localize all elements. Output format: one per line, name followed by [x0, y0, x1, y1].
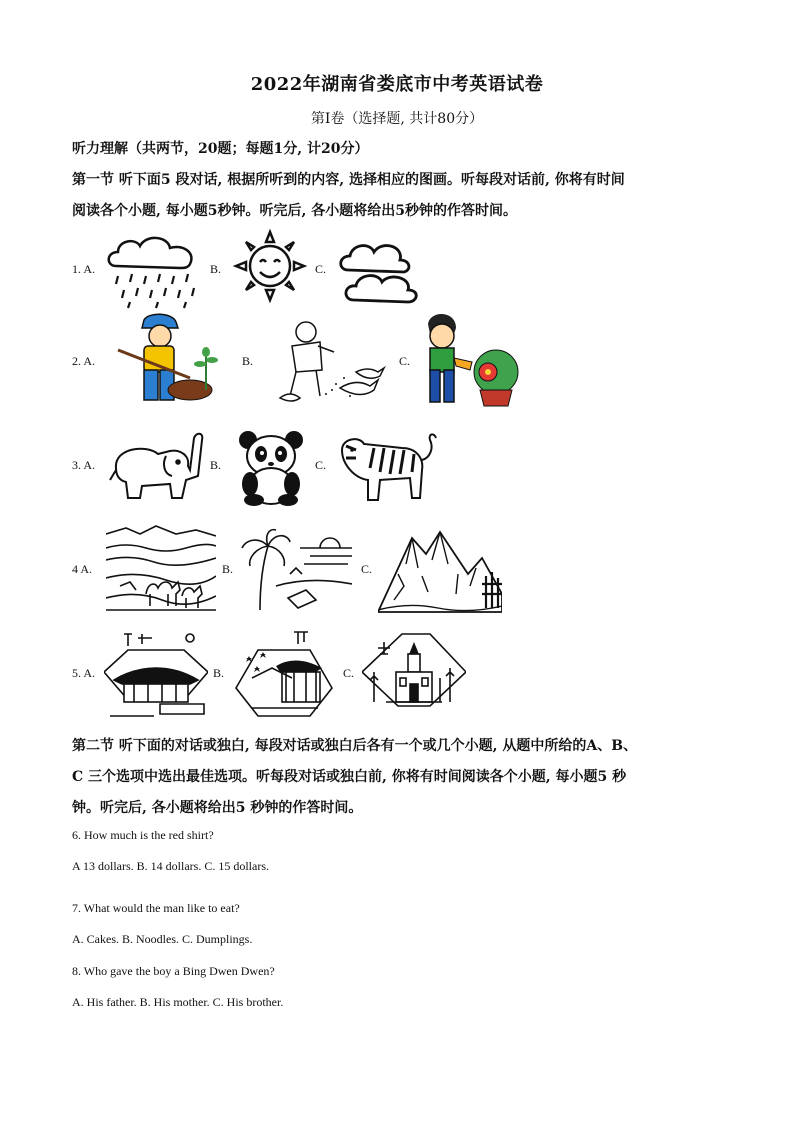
tiger-icon: [334, 428, 440, 506]
cloud-icon: [338, 240, 420, 306]
chinese-pavilion: [104, 628, 208, 720]
question-3-option-b-label: B.: [210, 458, 222, 472]
chinese-gate: [232, 628, 336, 720]
question-3-option-c-label: C.: [315, 458, 327, 472]
question-7-options: A. Cakes. B. Noodles. C. Dumplings.: [72, 932, 253, 946]
question-4-option-c-label: C.: [361, 562, 373, 576]
question-5-label: 5. A.: [72, 666, 96, 680]
section-header: 听力理解（共两节，20题；每题1分, 计20分）: [72, 141, 369, 157]
desert-camels: [106, 524, 216, 614]
question-4-option-b-label: B.: [222, 562, 234, 576]
church-tower: [362, 632, 466, 708]
question-8-options: A. His father. B. His mother. C. His brother.: [72, 995, 284, 1009]
part1-instruction-line2: 阅读各个小题, 每小题5秒钟。听完后, 各小题将给出5秒钟的作答时间。: [72, 203, 517, 219]
page-title: 2022年湖南省娄底市中考英语试卷: [250, 74, 544, 95]
question-3-label: 3. A.: [72, 458, 96, 472]
rain-cloud-icon: [104, 232, 204, 310]
panda-icon: [232, 428, 310, 506]
question-2-label: 2. A.: [72, 354, 96, 368]
question-8-text: 8. Who gave the boy a Bing Dwen Dwen?: [72, 964, 275, 978]
question-5-option-c-label: C.: [343, 666, 355, 680]
man-feeding-chickens: [260, 312, 390, 408]
question-1-option-c-label: C.: [315, 262, 327, 276]
question-6-options: A 13 dollars. B. 14 dollars. C. 15 dollars.: [72, 859, 269, 873]
elephant-icon: [106, 428, 206, 504]
mountains: [378, 524, 502, 614]
part2-instruction-line3: 钟。听完后, 各小题将给出5 秒钟的作答时间。: [72, 800, 363, 816]
page-subtitle: 第I卷（选择题, 共计80分）: [310, 111, 484, 127]
question-7-text: 7. What would the man like to eat?: [72, 901, 240, 915]
boy-planting-tree: [104, 312, 234, 408]
question-6-text: 6. How much is the red shirt?: [72, 828, 214, 842]
part2-instruction-line1: 第二节 听下面的对话或独白, 每段对话或独白后各有一个或几个小题, 从题中所给的A、B、: [72, 738, 638, 754]
part1-instruction-line1: 第一节 听下面5 段对话, 根据所听到的内容, 选择相应的图画。听每段对话前, 你将有时间: [72, 172, 625, 188]
boy-watering-flowers: [412, 310, 520, 410]
question-1-option-b-label: B.: [210, 262, 222, 276]
question-4-label: 4 A.: [72, 562, 93, 576]
question-1-label: 1. A.: [72, 262, 96, 276]
question-2-option-c-label: C.: [399, 354, 411, 368]
question-2-option-b-label: B.: [242, 354, 254, 368]
beach-palm: [240, 526, 352, 610]
question-5-option-b-label: B.: [213, 666, 225, 680]
part2-instruction-line2: C 三个选项中选出最佳选项。听每段对话或独白前, 你将有时间阅读各个小题, 每小题5 秒: [72, 769, 627, 785]
sun-icon: [232, 228, 308, 304]
